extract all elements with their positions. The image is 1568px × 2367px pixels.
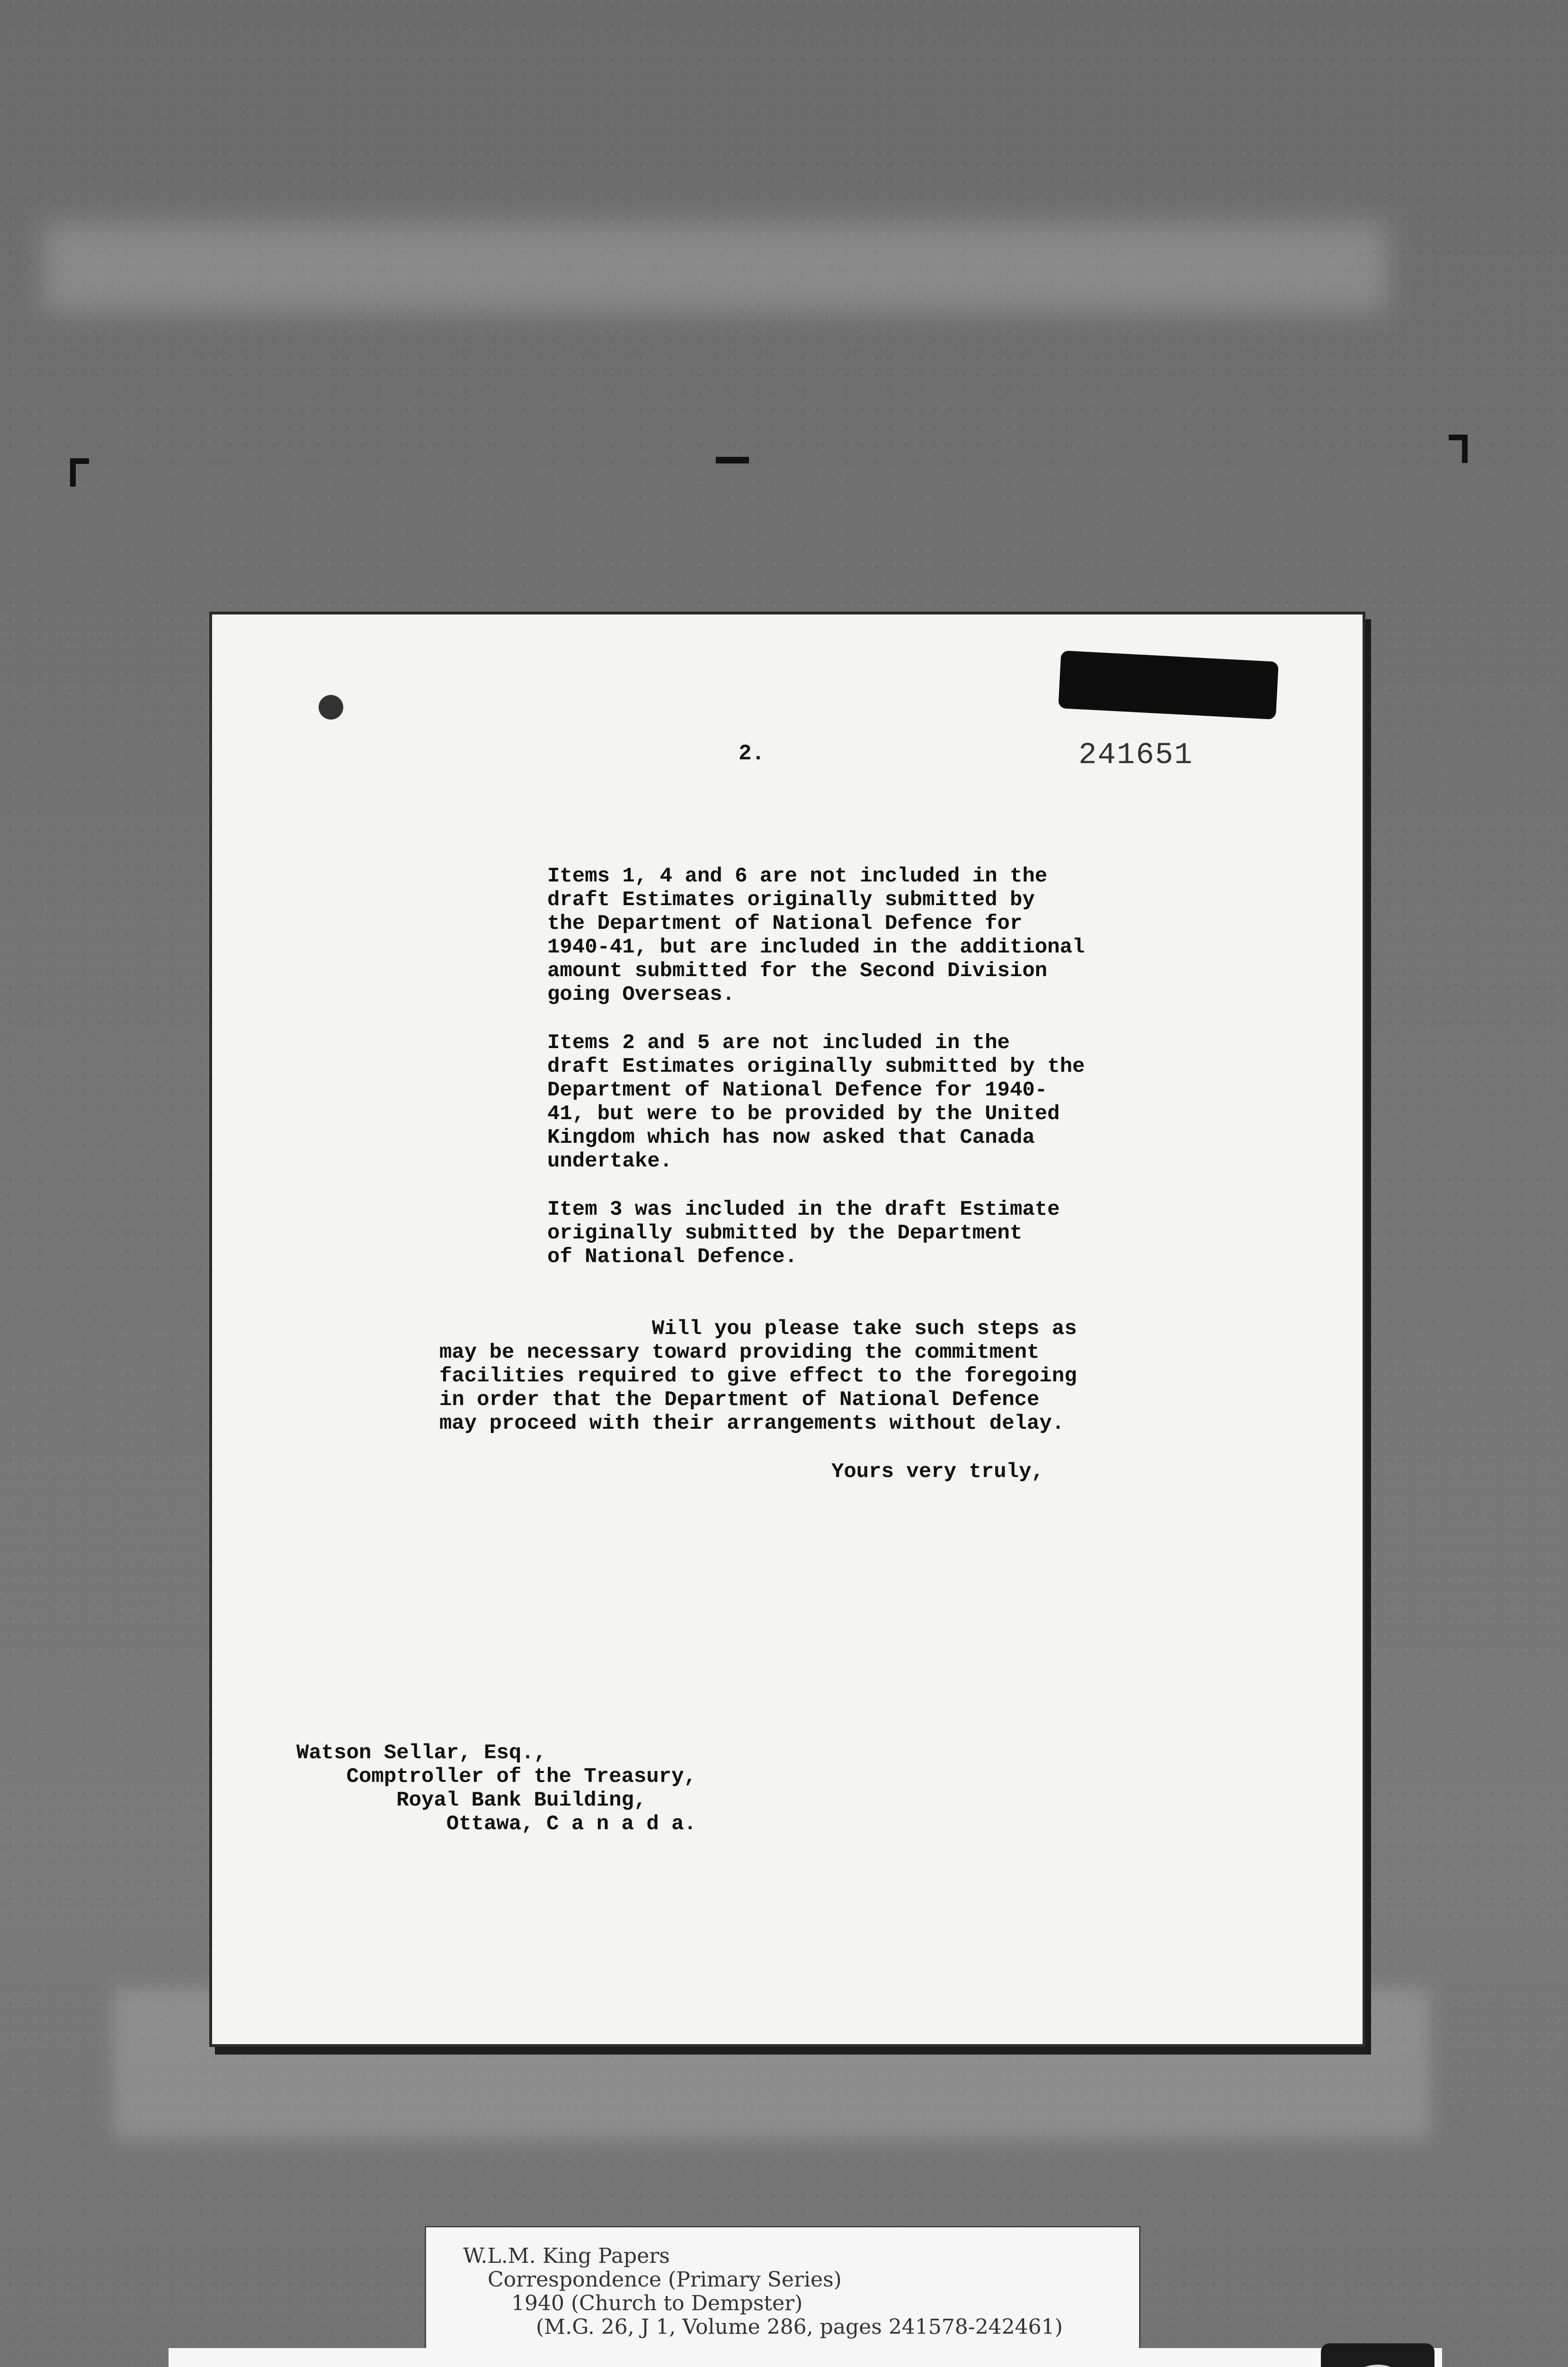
letter-page <box>212 614 1363 2044</box>
paragraph-item-3: Item 3 was included in the draft Estimate originally submitted by the Department of National Defence. <box>547 1198 1060 1269</box>
public-archives-label <box>169 2348 1442 2367</box>
scan-glare-band <box>43 222 1387 312</box>
index-card-reference: (M.G. 26, J 1, Volume 286, pages 241578-242461) <box>536 2315 1063 2339</box>
corner-mark-left-top <box>70 458 89 464</box>
closing-salutation: Yours very truly, <box>831 1460 1044 1484</box>
index-card-collection: W.L.M. King Papers <box>463 2244 670 2268</box>
paragraph-items-2-5: Items 2 and 5 are not included in the draft Estimates originally submitted by the Department of National Defence for 1940- 41, but were to be provided by the United Kingdom which has now asked that Canada undertake. <box>547 1031 1085 1173</box>
document-number-stamp: 241651 <box>1078 739 1194 773</box>
punch-hole <box>319 695 343 720</box>
page-number: 2. <box>739 741 765 766</box>
paragraph-request: Will you please take such steps as may be necessary toward providing the commitment facilities required to give effect to the foregoing in order that the Department of National Defence may proceed with their arrangements without delay. <box>439 1317 1077 1435</box>
archives-logo-icon <box>1321 2343 1434 2367</box>
recipient-address: Watson Sellar, Esq., Comptroller of the Treasury, Royal Bank Building, Ottawa, C a n a d a. <box>296 1741 696 1836</box>
center-tick-mark <box>716 457 749 463</box>
index-card-year-range: 1940 (Church to Dempster) <box>511 2291 803 2315</box>
archive-index-card <box>426 2227 1139 2351</box>
corner-mark-right-top <box>1449 435 1468 440</box>
redaction-bar <box>1058 650 1279 720</box>
index-card-series: Correspondence (Primary Series) <box>488 2268 842 2292</box>
paragraph-items-1-4-6: Items 1, 4 and 6 are not included in the draft Estimates originally submitted by the Department of National Defence for 1940-41, but are included in the additional amount submitted for the Second Division going Overseas. <box>547 864 1085 1006</box>
